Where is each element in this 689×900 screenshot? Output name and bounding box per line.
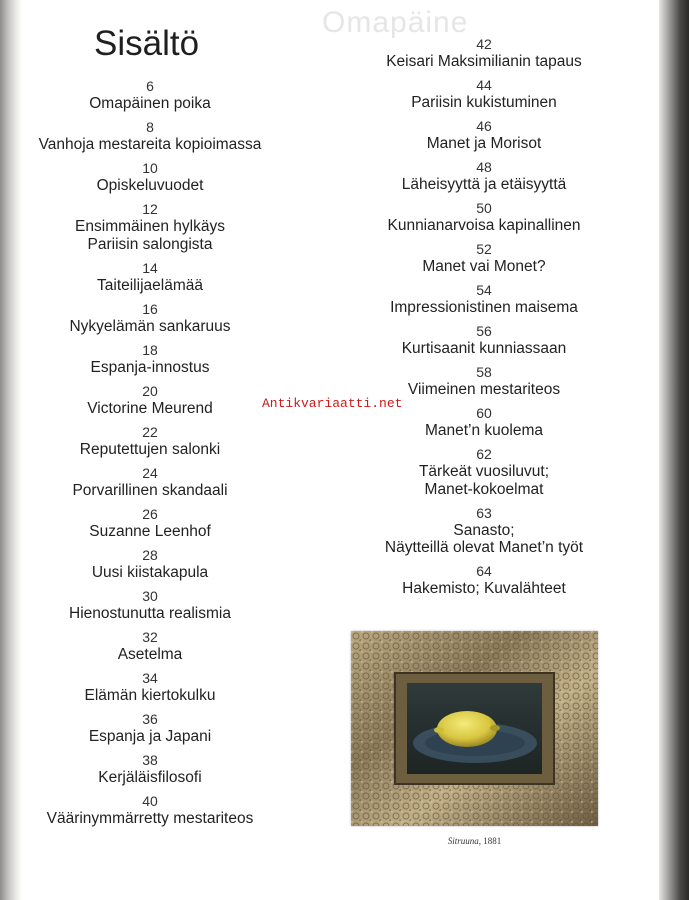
toc-page-number: 10	[142, 160, 158, 176]
toc-chapter-title: Asetelma	[117, 645, 183, 663]
toc-chapter-title: Hienostunutta realismia	[69, 604, 231, 622]
toc-page-number: 50	[476, 200, 492, 216]
caption-title: Sitruuna	[447, 836, 479, 846]
toc-page-number: 22	[142, 423, 158, 440]
toc-chapter-title: Keisari Maksimilianin tapaus	[386, 53, 582, 70]
toc-chapter-title: Läheisyyttä ja etäisyyttä	[401, 176, 567, 193]
toc-entry	[344, 112, 624, 153]
toc-entry	[0, 786, 300, 827]
toc-entry	[0, 253, 300, 294]
toc-entry	[0, 417, 300, 458]
toc-chapter-title: Elämän kiertokulku	[84, 686, 216, 704]
toc-entry	[0, 294, 300, 335]
toc-page-number: 30	[142, 587, 158, 604]
toc-left-column	[0, 78, 300, 827]
lemon-painting	[351, 631, 598, 826]
toc-page-number: 38	[142, 751, 158, 768]
toc-entry	[344, 317, 624, 358]
toc-entry	[0, 154, 300, 195]
toc-entry	[0, 745, 300, 786]
toc-entry	[0, 663, 300, 704]
toc-entry	[0, 113, 300, 154]
toc-entry	[0, 335, 300, 376]
toc-page-number: 6	[146, 78, 154, 94]
toc-page-number: 16	[142, 300, 158, 317]
toc-page-number: 40	[142, 792, 158, 809]
toc-entry	[0, 540, 300, 581]
toc-chapter-title: Manet’n kuolema	[424, 422, 544, 439]
toc-page-number: 14	[142, 259, 158, 276]
toc-entry	[0, 376, 300, 417]
toc-page-number: 12	[142, 201, 158, 217]
toc-page-number: 56	[476, 323, 492, 339]
toc-page-number: 64	[476, 563, 492, 579]
toc-page-number: 52	[476, 241, 492, 257]
toc-right-column	[344, 36, 624, 598]
toc-entry	[0, 458, 300, 499]
toc-page-number: 20	[142, 382, 158, 399]
toc-chapter-title: Viimeinen mestariteos	[407, 381, 561, 398]
page-edge-shadow	[659, 0, 689, 900]
toc-chapter-title: Näytteillä olevat Manet’n työt	[384, 539, 584, 556]
toc-chapter-title: Kurtisaanit kunniassaan	[401, 340, 567, 357]
toc-page-number: 24	[142, 464, 158, 481]
toc-entry	[0, 78, 300, 113]
toc-chapter-title: Porvarillinen skandaali	[72, 481, 228, 499]
toc-entry	[0, 581, 300, 622]
toc-entry	[344, 235, 624, 276]
toc-entry	[344, 194, 624, 235]
toc-chapter-title: Manet vai Monet?	[422, 258, 546, 275]
toc-page-number: 18	[142, 341, 158, 358]
toc-entry	[344, 153, 624, 194]
toc-page-number: 28	[142, 546, 158, 563]
toc-page-number: 36	[142, 710, 158, 727]
toc-entry	[0, 195, 300, 254]
painting-illustration	[351, 631, 598, 826]
toc-chapter-title: Vanhoja mestareita kopioimassa	[38, 136, 262, 153]
toc-page-number: 58	[476, 364, 492, 380]
toc-chapter-title: Sanasto;	[453, 521, 515, 539]
toc-chapter-title: Kunnianarvoisa kapinallinen	[387, 217, 581, 234]
toc-page-number: 42	[476, 36, 492, 52]
toc-chapter-title: Nykyelämän sankaruus	[69, 317, 231, 335]
toc-page-number: 60	[476, 405, 492, 421]
toc-chapter-title: Ensimmäinen hylkäys	[75, 218, 225, 235]
toc-page-number: 44	[476, 77, 492, 93]
toc-entry	[344, 498, 624, 557]
page-title: Sisältö	[94, 24, 200, 63]
toc-entry	[0, 704, 300, 745]
caption-year: , 1881	[478, 836, 502, 846]
toc-chapter-title: Opiskeluvuodet	[96, 177, 204, 194]
toc-entry	[0, 499, 300, 540]
toc-chapter-title: Hakemisto; Kuvalähteet	[402, 580, 566, 597]
toc-entry	[344, 358, 624, 399]
toc-chapter-title: Reputettujen salonki	[79, 440, 221, 458]
toc-chapter-title: Omapäinen poika	[89, 95, 211, 112]
toc-chapter-title: Taiteilijaelämää	[97, 276, 203, 294]
toc-page-number: 48	[476, 159, 492, 175]
toc-chapter-title: Impressionistinen maisema	[390, 299, 578, 316]
toc-chapter-title: Suzanne Leenhof	[89, 522, 211, 540]
toc-chapter-title: Victorine Meurend	[87, 399, 213, 417]
toc-chapter-title: Pariisin salongista	[87, 235, 213, 253]
toc-entry	[344, 71, 624, 112]
watermark: Antikvariaatti.net	[262, 396, 403, 411]
toc-entry	[344, 276, 624, 317]
toc-chapter-title: Uusi kiistakapula	[91, 563, 209, 581]
toc-entry	[0, 622, 300, 663]
toc-chapter-title: Manet ja Morisot	[426, 135, 542, 152]
toc-page-number: 54	[476, 282, 492, 298]
painting-caption	[351, 836, 598, 846]
toc-page-number: 34	[142, 669, 158, 686]
toc-entry	[344, 557, 624, 598]
toc-chapter-title: Kerjäläisfilosofi	[98, 768, 202, 786]
toc-page-number: 46	[476, 118, 492, 134]
show-through-text: Omapäine	[322, 6, 469, 39]
toc-page-number: 32	[142, 628, 158, 645]
toc-entry	[344, 440, 624, 499]
toc-chapter-title: Pariisin kukistuminen	[411, 94, 557, 111]
toc-chapter-title: Espanja-innostus	[90, 358, 210, 376]
toc-entry	[344, 36, 624, 71]
toc-page-number: 63	[476, 504, 492, 521]
toc-chapter-title: Manet-kokoelmat	[424, 480, 544, 498]
toc-chapter-title: Väärinymmärretty mestariteos	[46, 809, 254, 827]
toc-page-number: 8	[146, 119, 154, 135]
toc-page-number: 62	[476, 446, 492, 462]
toc-page-number: 26	[142, 505, 158, 522]
toc-chapter-title: Tärkeät vuosiluvut;	[418, 463, 550, 480]
toc-chapter-title: Espanja ja Japani	[88, 727, 212, 745]
